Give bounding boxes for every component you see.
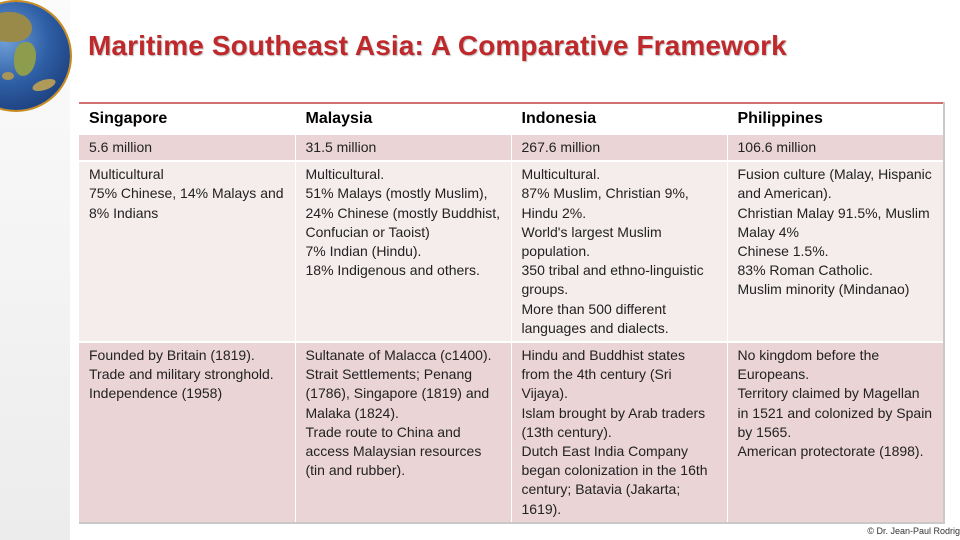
table-header-row: [79, 103, 943, 134]
table-cell: Multicultural. 51% Malays (mostly Muslim), 24% Chinese (mostly Buddhist, Confucian or Taoist) 7% Indian (Hindu). 18% Indigenous and others.: [295, 161, 511, 342]
column-header-indonesia: Indonesia: [511, 103, 727, 134]
table-cell: 31.5 million: [295, 134, 511, 161]
slide-title: Maritime Southeast Asia: A Comparative Framework: [88, 30, 787, 61]
table-cell: Founded by Britain (1819). Trade and military stronghold. Independence (1958): [79, 342, 295, 522]
table-row-culture: [79, 161, 943, 342]
table-cell: No kingdom before the Europeans. Territory claimed by Magellan in 1521 and colonized by Spain by 1565. American protectorate (1898).: [727, 342, 943, 522]
globe-icon: [0, 2, 70, 110]
table-row-population: [79, 134, 943, 161]
left-decor-bar: [0, 0, 70, 540]
table-cell: 106.6 million: [727, 134, 943, 161]
column-header-philippines: Philippines: [737, 110, 823, 127]
table-row-history: [79, 342, 943, 522]
table-cell: Sultanate of Malacca (c1400). Strait Settlements; Penang (1786), Singapore (1819) and Malaka (1824). Trade route to China and access Malaysian resources (tin and rubber).: [295, 342, 511, 522]
table-cell: 267.6 million: [511, 134, 727, 161]
table-cell: Hindu and Buddhist states from the 4th century (Sri Vijaya). Islam brought by Arab traders (13th century). Dutch East India Company began colonization in the 16th century; Batavia (Jakarta; 1619).: [511, 342, 727, 522]
table-cell: Multicultural. 87% Muslim, Christian 9%, Hindu 2%. World's largest Muslim population. 350 tribal and ethno-linguistic groups. More than 500 different languages and dialects.: [511, 161, 727, 342]
column-header-malaysia: Malaysia: [295, 103, 511, 134]
comparison-table: [79, 102, 943, 522]
column-header-singapore: Singapore: [79, 103, 295, 134]
table-cell: Multicultural 75% Chinese, 14% Malays and 8% Indians: [79, 161, 295, 342]
table-cell: 5.6 million: [79, 134, 295, 161]
table-cell: Fusion culture (Malay, Hispanic and American). Christian Malay 91.5%, Muslim Malay 4% Chinese 1.5%. 83% Roman Catholic. Muslim minority (Mindanao): [727, 161, 943, 342]
copyright-footer: © Dr. Jean-Paul Rodrig: [867, 526, 960, 536]
